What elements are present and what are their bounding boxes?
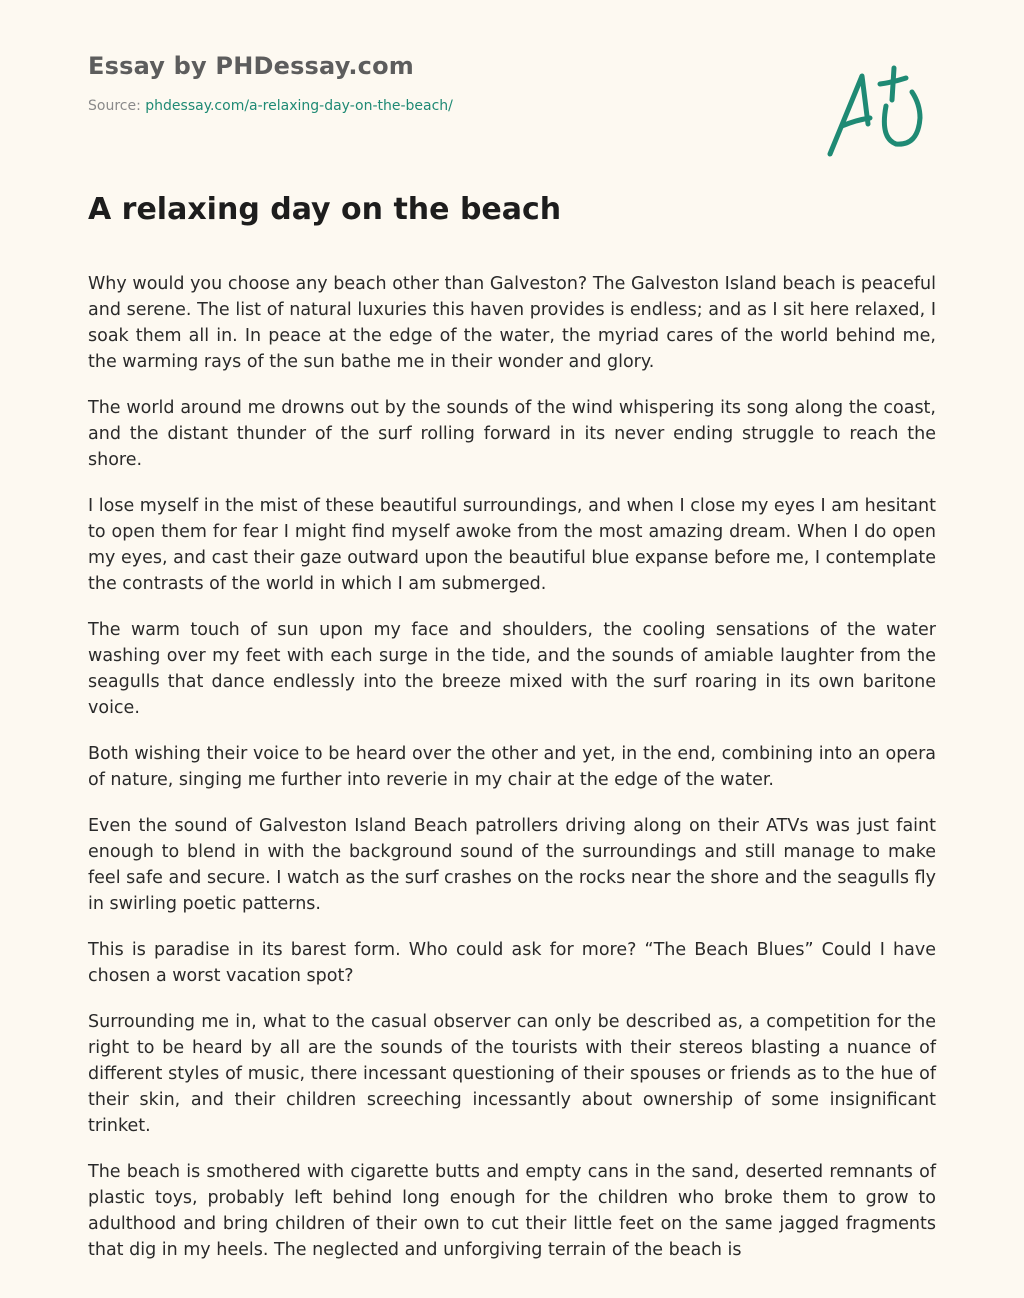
- paragraph-3: I lose myself in the mist of these beautiful surroundings, and when I close my eyes I am hesitant to open them for fear I might find myself awoke from the most amazing dream. When I do open my eyes, and cast their gaze outward upon the beautiful blue expanse before me, I contemplate the contrasts of the world in which I am submerged.: [88, 496, 936, 594]
- source-label: Source:: [88, 98, 146, 114]
- paragraph-1: Why would you choose any beach other than Galveston? The Galveston Island beach is peaceful and serene. The list of natural luxuries this haven provides is endless; and as I sit here relaxed, I soak them all in. In peace at the edge of the water, the myriad cares of the world behind me, the warming rays of the sun bathe me in their wonder and glory.: [88, 274, 936, 372]
- paragraph-4: The warm touch of sun upon my face and shoulders, the cooling sensations of the water washing over my feet with each surge in the tide, and the sounds of amiable laughter from the seagulls that dance endlessly into the breeze mixed with the surf roaring in its own baritone voice.: [88, 620, 936, 718]
- paragraph-9: The beach is smothered with cigarette butts and empty cans in the sand, deserted remnants of plastic toys, probably left behind long enough for the children who broke them to grow to adulthood and bring children of their own to cut their little feet on the same jagged fragments that dig in my heels. The neglected and unforgiving terrain of the beach is: [88, 1162, 936, 1260]
- paragraph-5: Both wishing their voice to be heard over the other and yet, in the end, combining into an opera of nature, singing me further into reverie in my chair at the edge of the water.: [88, 744, 936, 790]
- source-line: [88, 96, 788, 116]
- paragraph-6: Even the sound of Galveston Island Beach patrollers driving along on their ATVs was just faint enough to blend in with the background sound of the surroundings and still manage to make feel safe and secure. I watch as the surf crashes on the rocks near the shore and the seagulls fly in swirling poetic patterns.: [88, 816, 936, 914]
- paragraph-8: Surrounding me in, what to the casual observer can only be described as, a competition for the right to be heard by all are the sounds of the tourists with their stereos blasting a nuance of different styles of music, there incessant questioning of their spouses or friends as to the hue of their skin, and their children screeching incessantly about ownership of some insignificant trinket.: [88, 1012, 936, 1136]
- page-header: [88, 48, 788, 116]
- essay-body: [88, 271, 936, 1260]
- a-plus-grade-icon: [822, 62, 932, 162]
- paragraph-2: The world around me drowns out by the sounds of the wind whispering its song along the coast, and the distant thunder of the surf rolling forward in its never ending struggle to reach the shore.: [88, 398, 936, 470]
- paragraph-7: This is paradise in its barest form. Who could ask for more? “The Beach Blues” Could I have chosen a worst vacation spot?: [88, 940, 936, 986]
- document-title: A relaxing day on the beach: [88, 192, 562, 227]
- site-title: Essay by PHDessay.com: [88, 52, 414, 80]
- source-link[interactable]: phdessay.com/a-relaxing-day-on-the-beach/: [145, 98, 453, 114]
